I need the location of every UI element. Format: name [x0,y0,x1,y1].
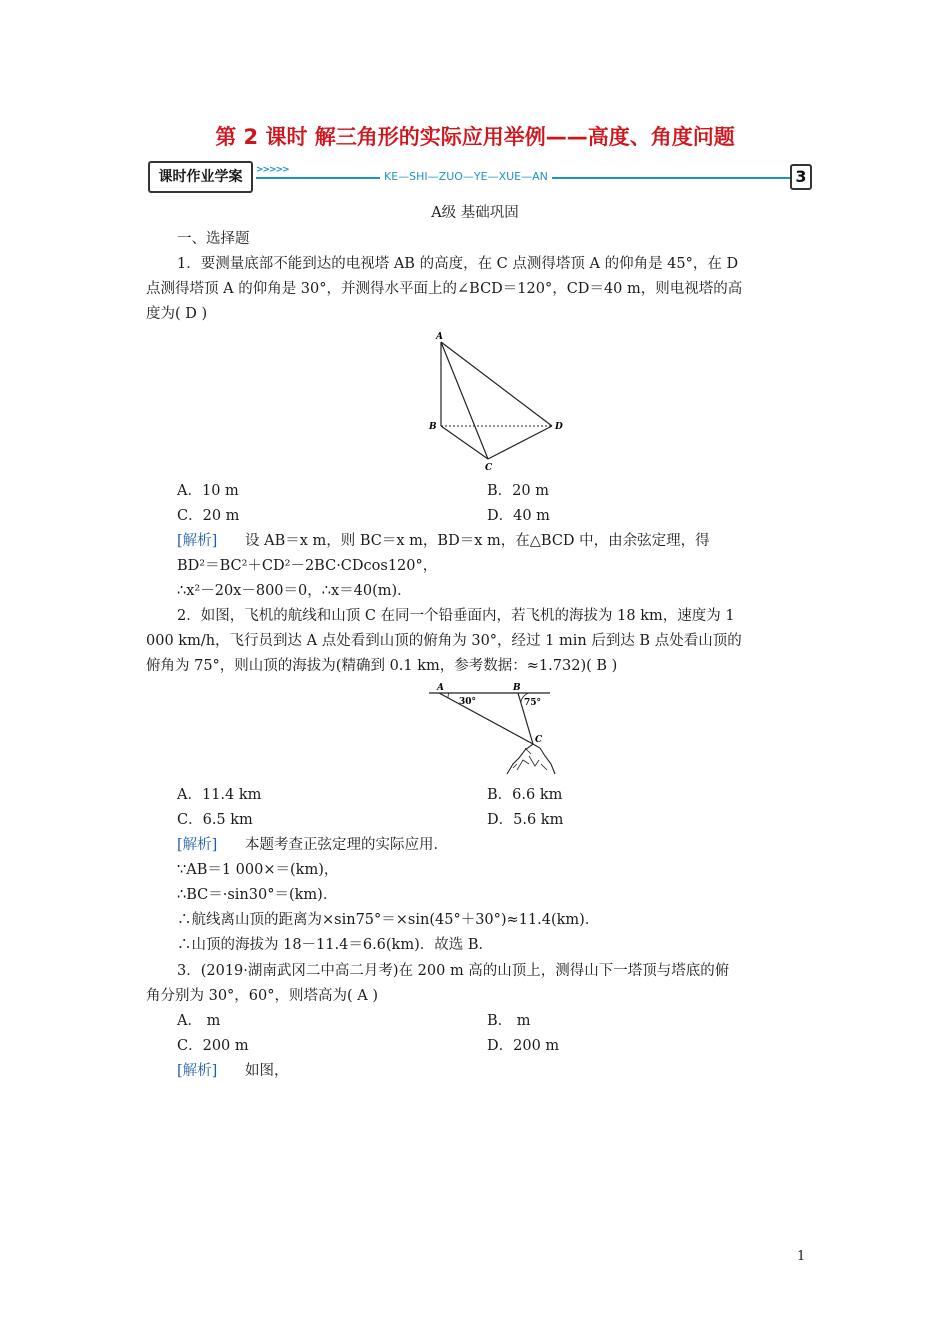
banner-label: 课时作业学案 [148,161,253,193]
q2-figure-label-b: B [513,683,521,693]
q2-stem-line-2: 000 km/h，飞行员到达 A 点处看到山顶的俯角为 30°，经过 1 min 后到达 B 点处看山顶的 [146,633,742,649]
q1-stem-line-3: 度为( D ) [146,306,208,322]
q2-stem-line-1: 2．如图，飞机的航线和山顶 C 在同一个铅垂面内，若飞机的海拔为 18 km，速度为 1 [177,608,735,624]
section-heading: 一、选择题 [177,231,250,247]
q2-figure [425,680,560,776]
q3-option-d: D．200 m [487,1038,560,1054]
level-heading: A级 基础巩固 [431,205,519,221]
q1-figure-label-a: A [436,332,443,342]
q2-figure-angle-30: 30° [459,697,477,707]
q1-analysis-line-3: ∴x²－20x－800＝0，∴x＝40(m)． [177,583,412,599]
q2-analysis-line-2: ∵AB＝1 000×＝(km)， [177,862,339,878]
q1-stem-line-1: 1．要测量底部不能到达的电视塔 AB 的高度，在 C 点测得塔顶 A 的仰角是 45°，在 D [177,256,739,272]
q1-figure-label-b: B [429,422,437,432]
q1-option-b: B．20 m [487,483,549,499]
q2-option-c: C．6.5 km [177,812,253,828]
page-number: 1 [797,1249,806,1264]
banner-number: 3 [790,164,812,190]
q1-figure-label-c: C [485,463,493,473]
q2-stem-line-3: 俯角为 75°，则山顶的海拔为(精确到 0.1 km，参考数据：≈1.732)( B ) [146,658,618,674]
q2-option-d: D．5.6 km [487,812,564,828]
q1-option-a: A．10 m [177,483,239,499]
q2-figure-label-a: A [437,683,444,693]
q2-analysis-line-3: ∴BC＝·sin30°＝(km)． [177,887,338,903]
q3-analysis-line-1: 如图， [245,1063,289,1079]
q1-option-c: C．20 m [177,508,240,524]
banner-arrows: >>>>> [256,165,289,175]
q3-option-a: A． m [177,1013,221,1029]
q3-stem-line-2: 角分别为 30°，60°，则塔高为( A ) [146,988,379,1004]
q3-stem-line-1: 3．(2019·湖南武冈二中高二月考)在 200 m 高的山顶上，测得山下一塔顶与塔底的俯 [177,963,730,979]
q3-analysis-tag: [解析] [177,1063,218,1079]
q2-figure-angle-75: 75° [524,698,542,708]
q2-figure-label-c: C [535,735,543,745]
q1-stem-line-2: 点测得塔顶 A 的仰角是 30°，并测得水平面上的∠BCD＝120°，CD＝40 m，则电视塔的高 [146,281,743,297]
q1-figure-label-d: D [555,422,563,432]
q3-option-c: C．200 m [177,1038,249,1054]
q2-option-a: A．11.4 km [177,787,262,803]
q2-analysis-line-1: 本题考查正弦定理的实际应用． [245,837,448,853]
q2-analysis-line-4: ∴航线离山顶的距离为×sin75°＝×sin(45°＋30°)≈11.4(km)． [177,912,600,928]
q1-figure [420,328,570,476]
q1-analysis-tag: [解析] [177,533,218,549]
q2-analysis-tag: [解析] [177,837,218,853]
q1-option-d: D．40 m [487,508,550,524]
q1-analysis-line-2: BD²＝BC²＋CD²－2BC·CDcos120°， [177,558,438,574]
page-title: 第 2 课时 解三角形的实际应用举例——高度、角度问题 [215,125,735,149]
q1-analysis-line-1: 设 AB＝x m，则 BC＝x m，BD＝x m，在△BCD 中，由余弦定理，得 [245,533,710,549]
q3-option-b: B． m [487,1013,531,1029]
banner-pinyin: KE—SHI—ZUO—YE—XUE—AN [380,170,552,183]
q2-option-b: B．6.6 km [487,787,563,803]
q2-analysis-line-5: ∴山顶的海拔为 18－11.4＝6.6(km)．故选 B． [177,937,494,953]
